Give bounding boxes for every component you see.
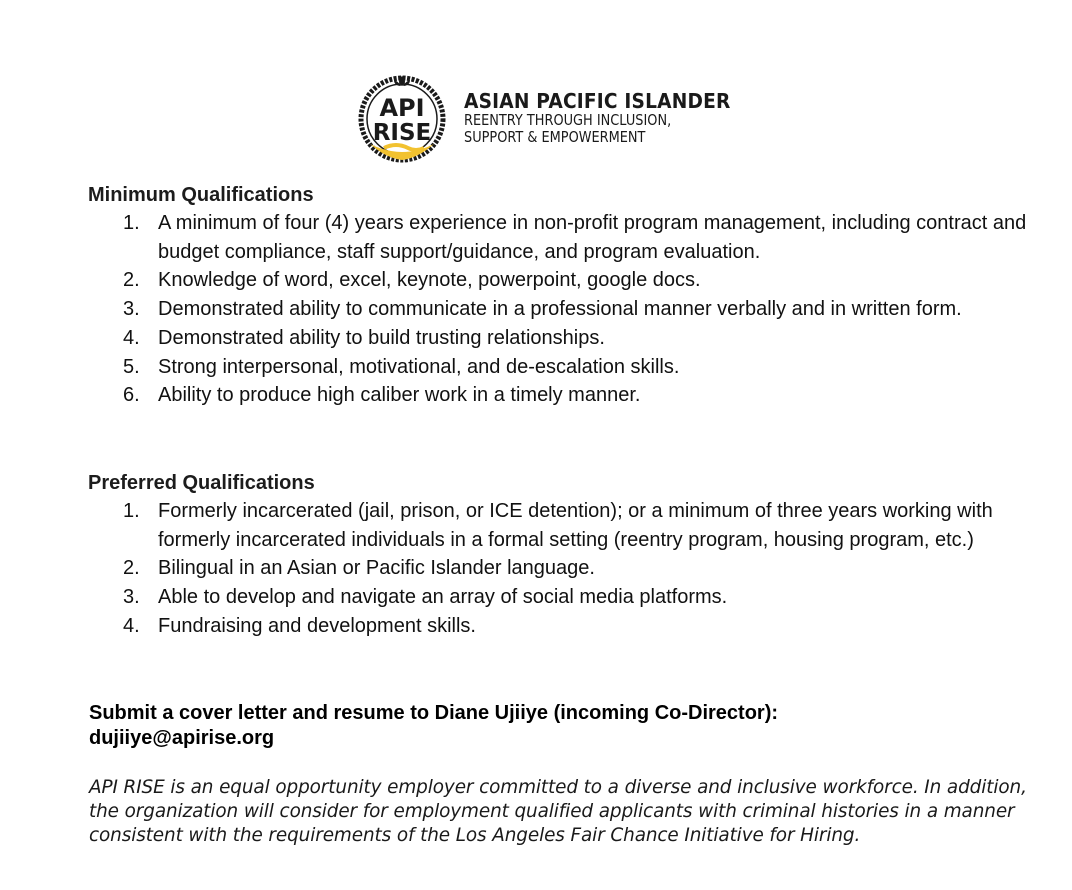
organization-title-block xyxy=(464,90,774,146)
list-item xyxy=(88,583,1028,612)
list-item-text: Bilingual in an Asian or Pacific Islander language. xyxy=(158,557,595,580)
minimum-qualifications-heading: Minimum Qualifications xyxy=(88,184,314,206)
list-item-text: A minimum of four (4) years experience in non-profit program management, including contract and budget compliance, staff support/guidance, and program evaluation. xyxy=(158,212,1027,263)
preferred-qualifications-heading: Preferred Qualifications xyxy=(88,472,315,494)
preferred-qualifications-list xyxy=(88,497,1028,641)
document-header xyxy=(356,72,776,166)
list-item xyxy=(88,381,1028,410)
list-item-number: 3. xyxy=(123,586,140,609)
minimum-qualifications-section xyxy=(88,181,1028,410)
list-item-text: Strong interpersonal, motivational, and de-escalation skills. xyxy=(158,355,680,378)
list-item-text: Fundraising and development skills. xyxy=(158,614,476,637)
list-item-text: Knowledge of word, excel, keynote, powerpoint, google docs. xyxy=(158,269,701,292)
list-item-number: 1. xyxy=(123,500,140,522)
list-item xyxy=(88,295,1028,324)
submission-instructions-text: Submit a cover letter and resume to Diane Ujiiye (incoming Co-Director): xyxy=(89,702,779,724)
list-item-text: Demonstrated ability to build trusting relationships. xyxy=(158,326,605,349)
organization-tagline-line1: REENTRY THROUGH INCLUSION, xyxy=(464,111,672,129)
list-item-number: 2. xyxy=(123,269,140,292)
list-item-text: Formerly incarcerated (jail, prison, or ICE detention); or a minimum of three years working with formerly incarcerated individuals in a formal setting (reentry program, housing program, etc.) xyxy=(158,500,993,551)
api-rise-logo xyxy=(356,72,448,166)
organization-tagline-line2: SUPPORT & EMPOWERMENT xyxy=(464,128,646,146)
list-item xyxy=(88,554,1028,583)
organization-name: ASIAN PACIFIC ISLANDER xyxy=(464,89,731,113)
list-item xyxy=(88,497,1028,554)
preferred-qualifications-section xyxy=(88,469,1028,641)
list-item-text: Ability to produce high caliber work in a timely manner. xyxy=(158,384,641,407)
list-item xyxy=(88,324,1028,353)
minimum-qualifications-list xyxy=(88,209,1028,410)
list-item xyxy=(88,353,1028,382)
list-item-text: Able to develop and navigate an array of social media platforms. xyxy=(158,586,728,609)
list-item-number: 4. xyxy=(123,614,140,637)
contact-email: dujiiye@apirise.org xyxy=(89,727,275,749)
list-item xyxy=(88,612,1028,641)
list-item-number: 6. xyxy=(123,384,140,407)
list-item-number: 3. xyxy=(123,298,140,321)
list-item-number: 1. xyxy=(123,212,140,234)
list-item-number: 4. xyxy=(123,326,140,349)
equal-opportunity-statement: API RISE is an equal opportunity employer committed to a diverse and inclusive workforce. In addition, the organization will consider for employment qualified applicants with criminal histories in a manner consistent with the requirements of the Los Angeles Fair Chance Initiative for Hiring. xyxy=(89,777,1027,846)
list-item-text: Demonstrated ability to communicate in a professional manner verbally and in written form. xyxy=(158,298,962,321)
logo-line2: RISE xyxy=(372,120,432,146)
logo-line1: API xyxy=(379,94,425,122)
list-item-number: 2. xyxy=(123,557,140,580)
submission-instructions xyxy=(89,701,1029,751)
list-item-number: 5. xyxy=(123,355,140,378)
list-item xyxy=(88,266,1028,295)
list-item xyxy=(88,209,1028,266)
